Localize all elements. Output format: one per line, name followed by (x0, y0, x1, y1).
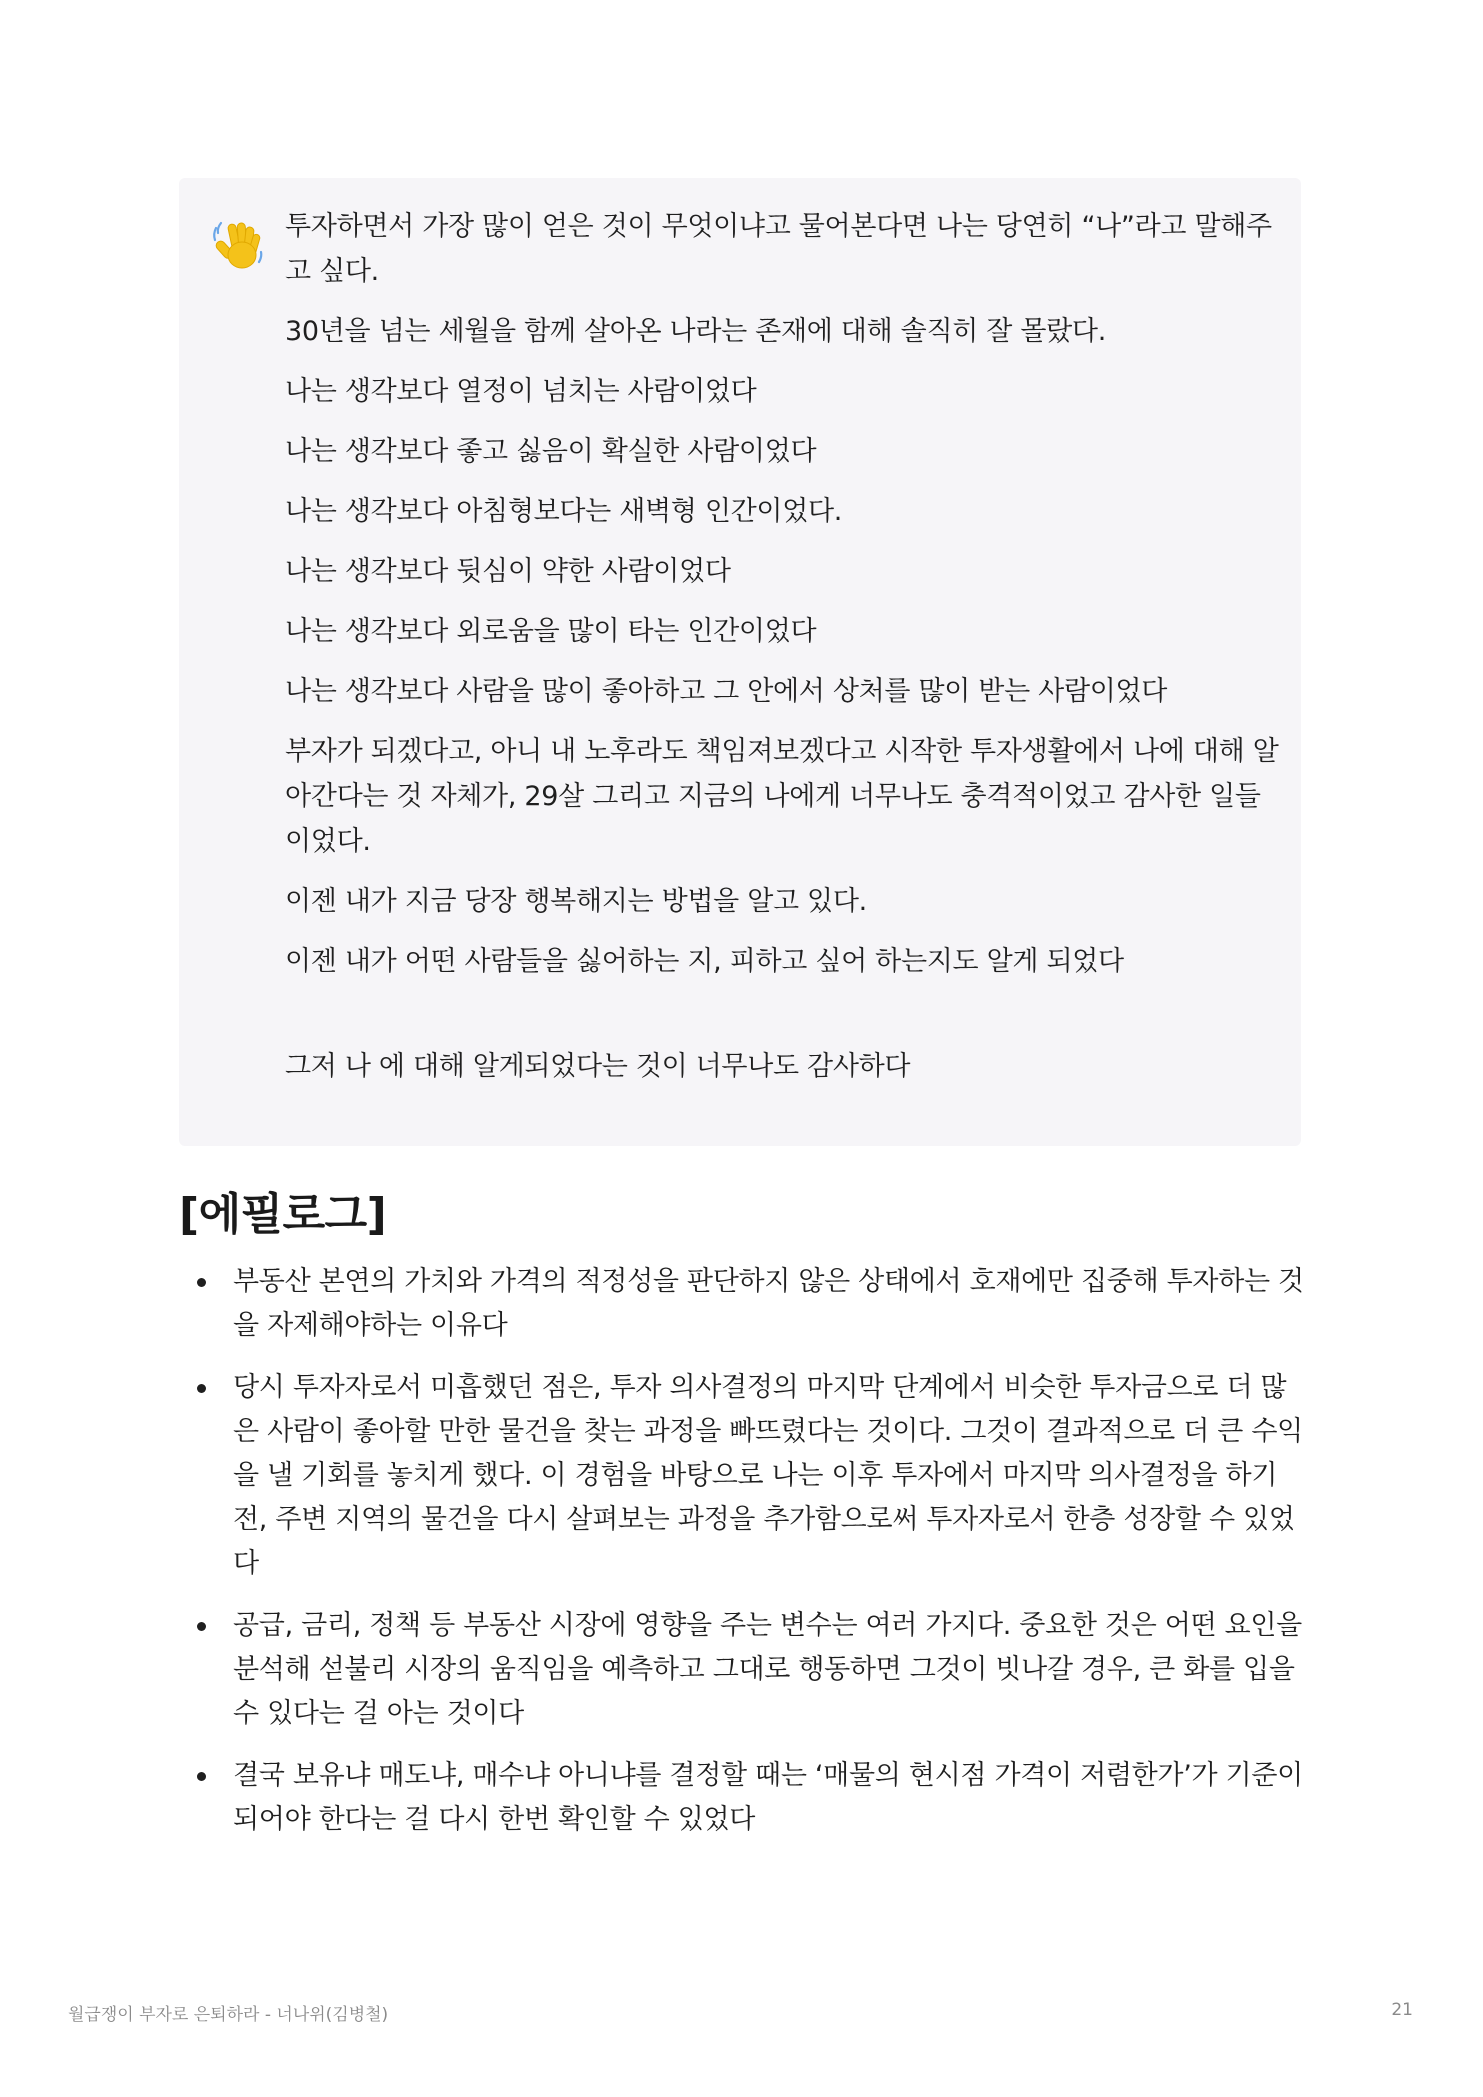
list-item (179, 1604, 1309, 1736)
callout-paragraph: 나는 생각보다 사람을 많이 좋아하고 그 안에서 상처를 많이 받는 사람이었다 (285, 676, 1168, 707)
bullet-icon (197, 1278, 206, 1287)
epilogue-list (179, 1260, 1309, 1860)
callout-paragraph: 부자가 되겠다고, 아니 내 노후라도 책임져보겠다고 시작한 투자생활에서 나에 대해 알아간다는 것 자체가, 29살 그리고 지금의 나에게 너무나도 충격적이었고 감사한 일들이었다. (285, 736, 1279, 857)
callout-text (285, 204, 1285, 1104)
list-item-text: 결국 보유냐 매도냐, 매수냐 아니냐를 결정할 때는 ‘매물의 현시점 가격이 저렴한가’가 기준이 되어야 한다는 걸 다시 한번 확인할 수 있었다 (233, 1760, 1303, 1835)
list-item (179, 1260, 1309, 1348)
callout-paragraph: 이젠 내가 지금 당장 행복해지는 방법을 알고 있다. (285, 886, 867, 917)
callout-paragraph: 나는 생각보다 외로움을 많이 타는 인간이었다 (285, 616, 817, 647)
list-item-text: 공급, 금리, 정책 등 부동산 시장에 영향을 주는 변수는 여러 가지다. 중요한 것은 어떤 요인을 분석해 섣불리 시장의 움직임을 예측하고 그대로 행동하면 그것이 빗나갈 경우, 큰 화를 입을 수 있다는 걸 아는 것이다 (233, 1610, 1302, 1729)
list-item (179, 1366, 1309, 1586)
list-item (179, 1754, 1309, 1842)
footer-page-number: 21 (1391, 2000, 1413, 2020)
reflection-callout (179, 178, 1301, 1146)
waving-hand-icon (209, 214, 267, 272)
bullet-icon (197, 1384, 206, 1393)
footer-book-title: 월급쟁이 부자로 은퇴하라 - 너나위(김병철) (68, 2005, 389, 2025)
callout-closing-paragraph: 그저 나 에 대해 알게되었다는 것이 너무나도 감사하다 (285, 1051, 911, 1082)
epilogue-heading: [에필로그] (179, 1189, 387, 1240)
callout-paragraph: 투자하면서 가장 많이 얻은 것이 무엇이냐고 물어본다면 나는 당연히 “나”라고 말해주고 싶다. (285, 211, 1272, 287)
callout-paragraph: 이젠 내가 어떤 사람들을 싫어하는 지, 피하고 싶어 하는지도 알게 되었다 (285, 946, 1124, 977)
list-item-text: 부동산 본연의 가치와 가격의 적정성을 판단하지 않은 상태에서 호재에만 집중해 투자하는 것을 자제해야하는 이유다 (233, 1266, 1304, 1341)
callout-paragraph: 나는 생각보다 아침형보다는 새벽형 인간이었다. (285, 496, 843, 527)
bullet-icon (197, 1772, 206, 1781)
bullet-icon (197, 1622, 206, 1631)
callout-paragraph: 30년을 넘는 세월을 함께 살아온 나라는 존재에 대해 솔직히 잘 몰랐다. (285, 316, 1106, 347)
list-item-text: 당시 투자자로서 미흡했던 점은, 투자 의사결정의 마지막 단계에서 비슷한 투자금으로 더 많은 사람이 좋아할 만한 물건을 찾는 과정을 빠뜨렸다는 것이다. 그것이 결과적으로 더 큰 수익을 낼 기회를 놓치게 했다. 이 경험을 바탕으로 나는 이후 투자에서 마지막 의사결정을 하기 전, 주변 지역의 물건을 다시 살펴보는 과정을 추가함으로써 투자자로서 한층 성장할 수 있었다 (233, 1372, 1303, 1579)
callout-paragraph: 나는 생각보다 열정이 넘치는 사람이었다 (285, 376, 757, 407)
callout-paragraph: 나는 생각보다 뒷심이 약한 사람이었다 (285, 556, 731, 587)
callout-paragraph: 나는 생각보다 좋고 싫음이 확실한 사람이었다 (285, 436, 817, 467)
